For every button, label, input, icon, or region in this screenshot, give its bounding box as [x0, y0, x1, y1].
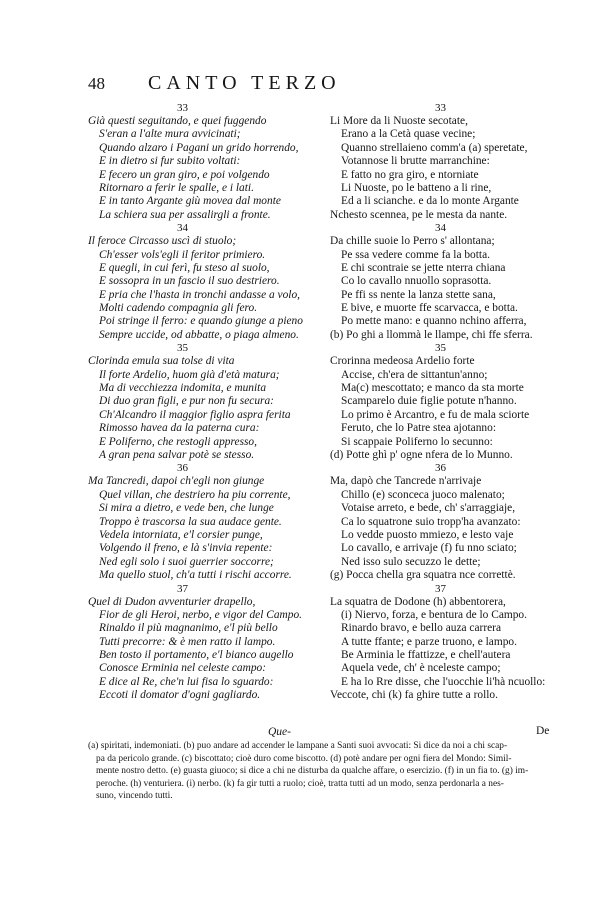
verse-line: E in dietro si fur subito voltati:: [99, 155, 241, 168]
verse-line: A tutte ffante; e parze truono, e lampo.: [341, 635, 517, 648]
italian-text-column: [84, 102, 327, 703]
verse-line: Lo cavallo, e arrivaje (f) fu nno sciato;: [341, 542, 517, 555]
verse-line: Quando alzaro i Pagani un grido horrendo,: [99, 141, 299, 154]
stanza: [84, 462, 327, 582]
verse-line: (d) Potte ghì p' ogne nfera de lo Munno.: [330, 448, 513, 461]
verse-line: Ma Tancredi, dapoi ch'egli non giunge: [88, 475, 265, 488]
verse-line: Vedela intorniata, e'l corsier punge,: [99, 528, 263, 541]
verse-line: Fior de gli Heroi, nerbo, e vigor del Campo.: [99, 608, 303, 621]
verse-line: Votaise arreto, e bede, ch' s'arraggiaje,: [341, 502, 516, 515]
verse-line: Il forte Ardelio, huom già d'età matura;: [99, 368, 280, 381]
running-title: CANTO TERZO: [148, 72, 341, 94]
verse-line: Si mira a dietro, e vede ben, che lunge: [99, 502, 274, 515]
stanza-number: 34: [435, 222, 446, 235]
catchword-right: De: [536, 725, 550, 737]
verse-line: Ca lo squatrone suio tropp'ha avanzato:: [341, 515, 521, 528]
footnote-line: pa da pericolo grande. (c) biscottato; cioè duro come biscotto. (d) potè andare per ogni fiera del Mondo: Simil-: [96, 753, 512, 764]
stanza: [330, 342, 568, 462]
verse-line: (g) Pocca chella gra squatra nce correttè.: [330, 569, 516, 582]
footnote-line: suno, vincendo tutti.: [96, 791, 173, 802]
verse-line: Be Arminia le ffattizze, e chell'autera: [341, 649, 511, 662]
verse-line: Li Nuoste, po le batteno a li rine,: [341, 181, 492, 194]
verse-line: Già questi seguitando, e quei fuggendo: [88, 115, 267, 127]
verse-line: Si scappaie Poliferno lo secunno:: [341, 435, 493, 448]
stanza-number: 37: [177, 582, 188, 595]
verse-line: Co lo cavallo nnuollo soprasotta.: [341, 275, 492, 288]
stanza-number: 34: [177, 222, 188, 235]
verse-line: S'eran a l'alte mura avvicinati;: [99, 128, 241, 141]
verse-line: Ma di vecchiezza indomita, e munita: [99, 382, 267, 395]
verse-line: E pria che l'hasta in tronchi andasse a volo,: [99, 288, 301, 301]
verse-line: Volgendo il freno, e là s'invia repente:: [99, 542, 273, 555]
verse-line: E dice al Re, che'n lui fisa lo sguardo:: [99, 675, 274, 688]
verse-line: Votannose li brutte marranchine:: [341, 155, 490, 168]
verse-line: Nchesto scennea, pe le mesta da nante.: [330, 208, 508, 221]
verse-line: Poi stringe il ferro: e quando giunge a pieno: [99, 315, 303, 328]
stanza-number: 33: [177, 102, 188, 114]
verse-line: Pe ffi ss nente la lanza stette sana,: [341, 288, 496, 301]
stanza: [330, 222, 568, 342]
verse-line: E quegli, in cui ferì, fu steso al suolo,: [99, 261, 270, 274]
footnote-line: peroche. (h) venturiera. (i) nerbo. (k) fa gir tutti a ruolo; cioè, tratta tutti ad un modo, senza perdonarla a nes-: [96, 778, 504, 789]
verse-line: (i) Niervo, forza, e bentura de lo Campo.: [341, 608, 527, 621]
verse-line: Crorinna medeosa Ardelio forte: [330, 355, 475, 368]
verse-line: Troppo è trascorsa la sua audace gente.: [99, 515, 282, 528]
verse-line: Ma(c) mescottato; e manco da sta morte: [341, 382, 524, 395]
verse-line: Conosce Erminia nel celeste campo:: [99, 662, 267, 675]
verse-line: (b) Po ghi a llommà le llampe, chi ffe sferra.: [330, 328, 533, 341]
verse-line: Po mette mano: e quanno nchino afferra,: [341, 315, 527, 328]
stanza: [330, 583, 568, 703]
verse-line: E in tanto Argante giù movea dal monte: [99, 195, 281, 208]
verse-line: Pe ssa vedere comme fa la botta.: [341, 248, 490, 261]
stanza: [84, 102, 327, 222]
stanza: [84, 583, 327, 703]
verse-line: Ed a li scianche. e da lo monte Argante: [341, 195, 519, 208]
verse-line: E ha lo Rre disse, che l'uocchie li'hà ncuollo:: [341, 675, 546, 688]
verse-line: Ritornaro a ferir le spalle, e i lati.: [99, 181, 254, 194]
verse-line: Aquela vede, ch' è nceleste campo;: [341, 662, 501, 675]
stanza: [330, 102, 568, 222]
verse-line: E chi scontraie se jette nterra chiana: [341, 261, 506, 274]
verse-line: Ma, dapò che Tancrede n'arrivaje: [330, 475, 482, 488]
verse-line: Quel di Dudon avventurier drapello,: [88, 595, 256, 608]
verse-line: Eccoti il domator d'ogni gagliardo.: [99, 689, 261, 702]
footnotes: [88, 740, 572, 803]
verse-line: E fecero un gran giro, e poi volgendo: [99, 168, 270, 181]
neapolitan-text-column: [330, 102, 568, 703]
verse-line: E bive, e muorte ffe scarvacca, e botta.: [341, 302, 518, 315]
verse-line: Il feroce Circasso uscì di stuolo;: [88, 235, 237, 248]
verse-line: La squatra de Dodone (h) abbentorera,: [330, 595, 506, 608]
verse-line: Ned egli solo i suoi guerrier soccorre;: [99, 555, 274, 568]
verse-line: Quanno strellaieno comm'a (a) speretate,: [341, 141, 528, 154]
verse-line: Ch'Alcandro il maggior figlio aspra ferita: [99, 408, 291, 421]
verse-line: Erano a la Cetà quase vecine;: [341, 128, 476, 141]
verse-line: Veccote, chi (k) fa ghire tutte a rollo.: [330, 689, 498, 702]
verse-line: La schiera sua per assalirgli a fronte.: [99, 208, 271, 221]
verse-line: Li More da li Nuoste secotate,: [330, 115, 468, 127]
stanza-number: 36: [177, 462, 188, 475]
stanza-number: 35: [435, 342, 446, 355]
stanza: [330, 462, 568, 582]
verse-line: Ben tosto il portamento, e'l bianco augello: [99, 649, 294, 662]
stanza-number: 36: [435, 462, 446, 475]
verse-line: Sempre uccide, od abbatte, o piaga almeno.: [99, 328, 299, 341]
verse-line: Scamparelo duie figlie potute n'hanno.: [341, 395, 517, 408]
stanza-number: 33: [435, 102, 446, 114]
verse-line: A gran pena salvar potè se stesso.: [99, 448, 255, 461]
verse-line: Feruto, che lo Patre stea ajotanno:: [341, 422, 496, 435]
page-number: 48: [88, 74, 105, 93]
verse-line: E Poliferno, che restogli appresso,: [99, 435, 257, 448]
verse-line: Molti cadendo compagnia gli fero.: [99, 302, 258, 315]
stanza-number: 35: [177, 342, 188, 355]
verse-line: Da chille suoie lo Perro s' allontana;: [330, 235, 495, 248]
verse-line: Lo primo è Arcantro, e fu de mala sciorte: [341, 408, 530, 421]
verse-line: Accise, ch'era de sittantun'anno;: [341, 368, 488, 381]
catchword-left: Que-: [268, 726, 291, 738]
verse-line: Tutti precorre: & è men ratto il lampo.: [99, 635, 276, 648]
verse-line: Lo vedde puosto mmiezo, e lesto vaje: [341, 528, 514, 541]
verse-line: Ma quello stuol, ch'a tutti i rischi accorre.: [99, 569, 292, 582]
verse-line: Rinaldo il più magnanimo, e'l più bello: [99, 622, 278, 635]
footnote-line: mente nostro detto. (e) guasta giuoco; si dice a chi ne disturba da qualche affare, o esercizio. (f) in un fia to. (g) im-: [96, 766, 529, 777]
stanza: [84, 342, 327, 462]
verse-line: Clorinda emula sua tolse di vita: [88, 355, 235, 368]
verse-line: Rinardo bravo, e bello auza carrera: [341, 622, 502, 635]
verse-line: Ned isso sulo secuzzo le dette;: [341, 555, 481, 568]
verse-line: E sossopra in un fascio il suo destriero.: [99, 275, 280, 288]
verse-line: Quel villan, che destriero ha piu corrente,: [99, 488, 291, 501]
verse-line: Chillo (e) sconceca juoco malenato;: [341, 488, 505, 501]
stanza: [84, 222, 327, 342]
verse-line: Ch'esser vols'egli il feritor primiero.: [99, 248, 266, 261]
verse-line: Rimosso havea da la paterna cura:: [99, 422, 260, 435]
verse-line: Di duo gran figli, e pur non fu secura:: [99, 395, 274, 408]
footnote-line: (a) spiritati, indemoniati. (b) puo andare ad accender le lampane a Santi suoi avvocati: Si dice da noi a chi scap-: [88, 741, 508, 751]
stanza-number: 37: [435, 582, 446, 595]
verse-line: E fatto no gra giro, e ntorniate: [341, 168, 479, 181]
